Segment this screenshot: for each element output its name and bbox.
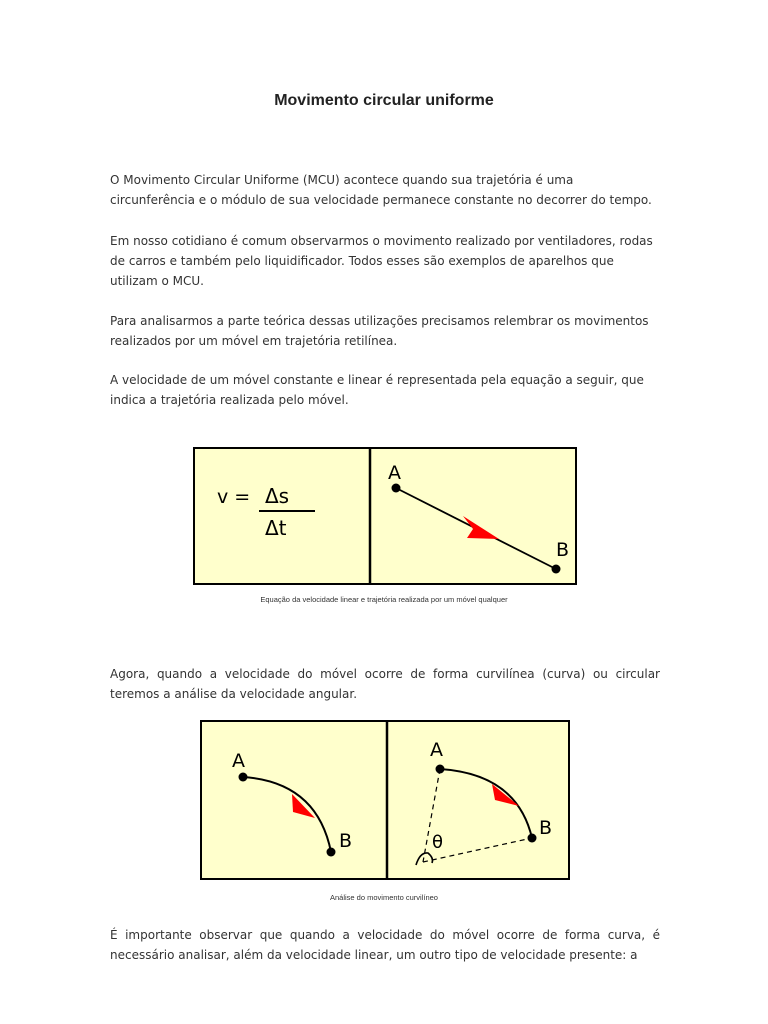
right-direction-arrow-icon: [492, 784, 519, 806]
left-curve: [243, 777, 331, 852]
left-point-a-label: A: [232, 750, 245, 772]
left-point-a-dot: [239, 773, 248, 782]
right-point-b-label: B: [539, 817, 553, 839]
angle-theta-label: θ: [432, 832, 444, 853]
right-point-a-dot: [436, 765, 445, 774]
point-a-dot: [392, 484, 401, 493]
paragraph-6: É importante observar que quando a velocidade do móvel ocorre de forma curva, é necessário analisar, além da velocidade linear, um outro tipo de velocidade presente: a: [110, 928, 660, 962]
paragraph-4: A velocidade de um móvel constante e linear é representada pela equação a seguir, que indica a trajetória realizada pelo móvel.: [110, 373, 644, 407]
left-point-b-dot: [327, 848, 336, 857]
paragraph-1: O Movimento Circular Uniforme (MCU) acontece quando sua trajetória é uma circunferência e o módulo de sua velocidade permanece constante no decorrer do tempo.: [110, 173, 652, 207]
figure-curvilinear-drawing: [202, 722, 568, 878]
left-point-b-label: B: [339, 830, 353, 852]
equation-lhs: v =: [217, 486, 251, 508]
paragraph-2: Em nosso cotidiano é comum observarmos o movimento realizado por ventiladores, rodas de carros e também pelo liquidificador. Todos esses são exemplos de aparelhos que utilizam o MCU.: [110, 234, 653, 288]
right-point-a-label: A: [430, 739, 443, 761]
equation-numerator: Δs: [265, 484, 290, 508]
paragraph-5: Agora, quando a velocidade do móvel ocorre de forma curvilínea (curva) ou circular teremos a análise da velocidade angular.: [110, 667, 660, 701]
figure-curvilinear-motion: [200, 720, 570, 880]
figure-linear-velocity-drawing: [195, 449, 575, 583]
figure-linear-velocity: [193, 447, 577, 585]
point-a-label: A: [388, 462, 401, 484]
right-curve: [440, 769, 532, 838]
point-b-dot: [552, 565, 561, 574]
point-b-label: B: [556, 539, 570, 561]
page-title: Movimento circular uniforme: [274, 92, 494, 109]
direction-arrow-icon: [463, 516, 499, 539]
figure-1-caption: Equação da velocidade linear e trajetória realizada por um móvel qualquer: [260, 595, 508, 604]
right-point-b-dot: [528, 834, 537, 843]
figure-2-caption: Análise do movimento curvilíneo: [330, 893, 438, 902]
equation-denominator: Δt: [265, 516, 287, 540]
paragraph-3: Para analisarmos a parte teórica dessas utilizações precisamos relembrar os movimentos realizados por um móvel em trajetória retilínea.: [110, 314, 649, 348]
left-direction-arrow-icon: [292, 794, 315, 818]
angle-arc: [416, 853, 433, 865]
